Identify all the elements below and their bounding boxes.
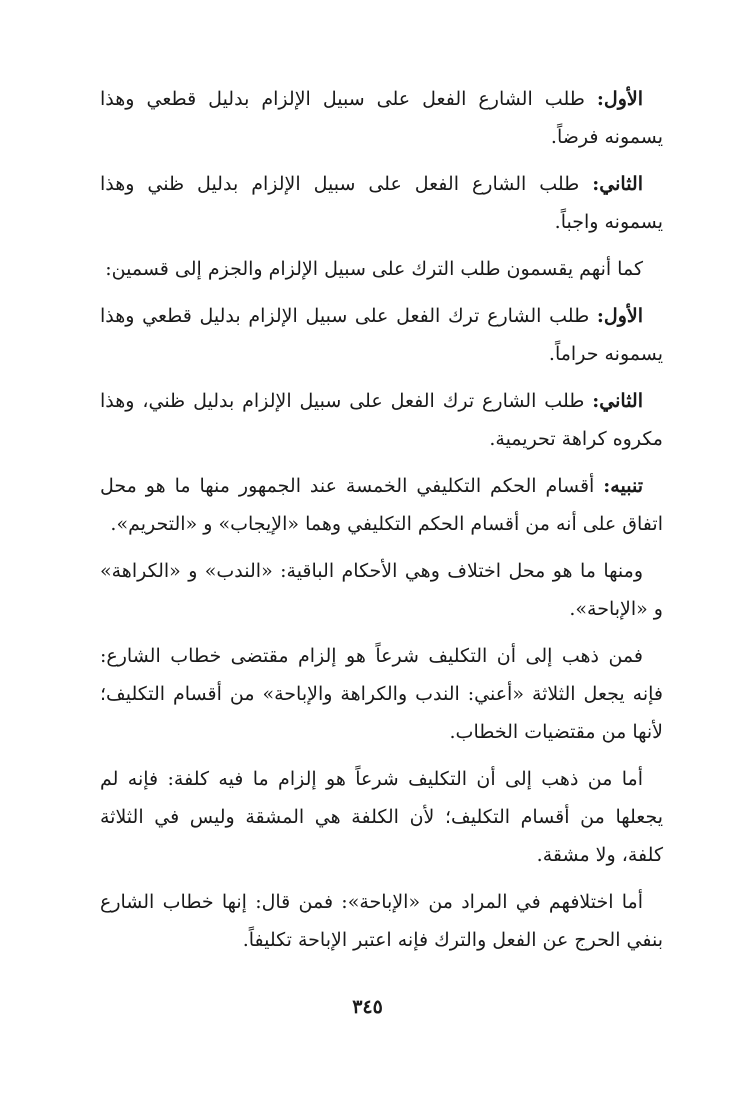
paragraph-lead: الثاني: [592, 173, 643, 195]
paragraph-second-obligation [100, 165, 663, 241]
page-number: ٣٤٥ [352, 996, 383, 1018]
paragraph-lead: الثاني: [592, 390, 643, 412]
paragraph-first-prohibition [100, 297, 663, 373]
paragraph-text: كما أنهم يقسمون طلب الترك على سبيل الإلزام والجزم إلى قسمين: [105, 258, 643, 280]
paragraph-text: فمن ذهب إلى أن التكليف شرعاً هو إلزام مقتضى خطاب الشارع: فإنه يجعل الثلاثة «أعني: الندب والكراهة والإباحة» من أقسام التكليف؛ لأنها من مقتضيات الخطاب. [100, 645, 663, 743]
paragraph-text: طلب الشارع الفعل على سبيل الإلزام بدليل ظني وهذا يسمونه واجباً. [100, 173, 663, 233]
paragraph-disputed-rulings [100, 552, 663, 628]
paragraph-lead: الأول: [596, 305, 643, 327]
paragraph-second-view [100, 760, 663, 874]
paragraph-text: أما من ذهب إلى أن التكليف شرعاً هو إلزام ما فيه كلفة: فإنه لم يجعلها من أقسام التكليف؛ لأن الكلفة هي المشقة وليس في الثلاثة كلفة، ولا مشقة. [100, 768, 663, 866]
paragraph-first-obligation [100, 80, 663, 156]
paragraph-text: طلب الشارع ترك الفعل على سبيل الإلزام بدليل ظني، وهذا مكروه كراهة تحريمية. [100, 390, 663, 450]
paragraph-text: طلب الشارع الفعل على سبيل الإلزام بدليل قطعي وهذا يسمونه فرضاً. [100, 88, 663, 148]
paragraph-lead: تنبيه: [603, 475, 643, 497]
paragraph-notice [100, 467, 663, 543]
page-body [100, 80, 663, 968]
paragraph-text: ومنها ما هو محل اختلاف وهي الأحكام الباقية: «الندب» و «الكراهة» و «الإباحة». [100, 560, 663, 620]
paragraph-lead: الأول: [596, 88, 643, 110]
paragraph-text: طلب الشارع ترك الفعل على سبيل الإلزام بدليل قطعي وهذا يسمونه حراماً. [100, 305, 663, 365]
paragraph-second-prohibition [100, 382, 663, 458]
paragraph-first-view [100, 637, 663, 751]
paragraph-text: أما اختلافهم في المراد من «الإباحة»: فمن قال: إنها خطاب الشارع بنفي الحرج عن الفعل والترك فإنه اعتبر الإباحة تكليفاً. [100, 891, 663, 951]
paragraph-permissibility [100, 883, 663, 959]
paragraph-prohibition-intro [100, 250, 663, 288]
paragraph-text: أقسام الحكم التكليفي الخمسة عند الجمهور منها ما هو محل اتفاق على أنه من أقسام الحكم التكليفي وهما «الإيجاب» و «التحريم». [100, 475, 663, 535]
